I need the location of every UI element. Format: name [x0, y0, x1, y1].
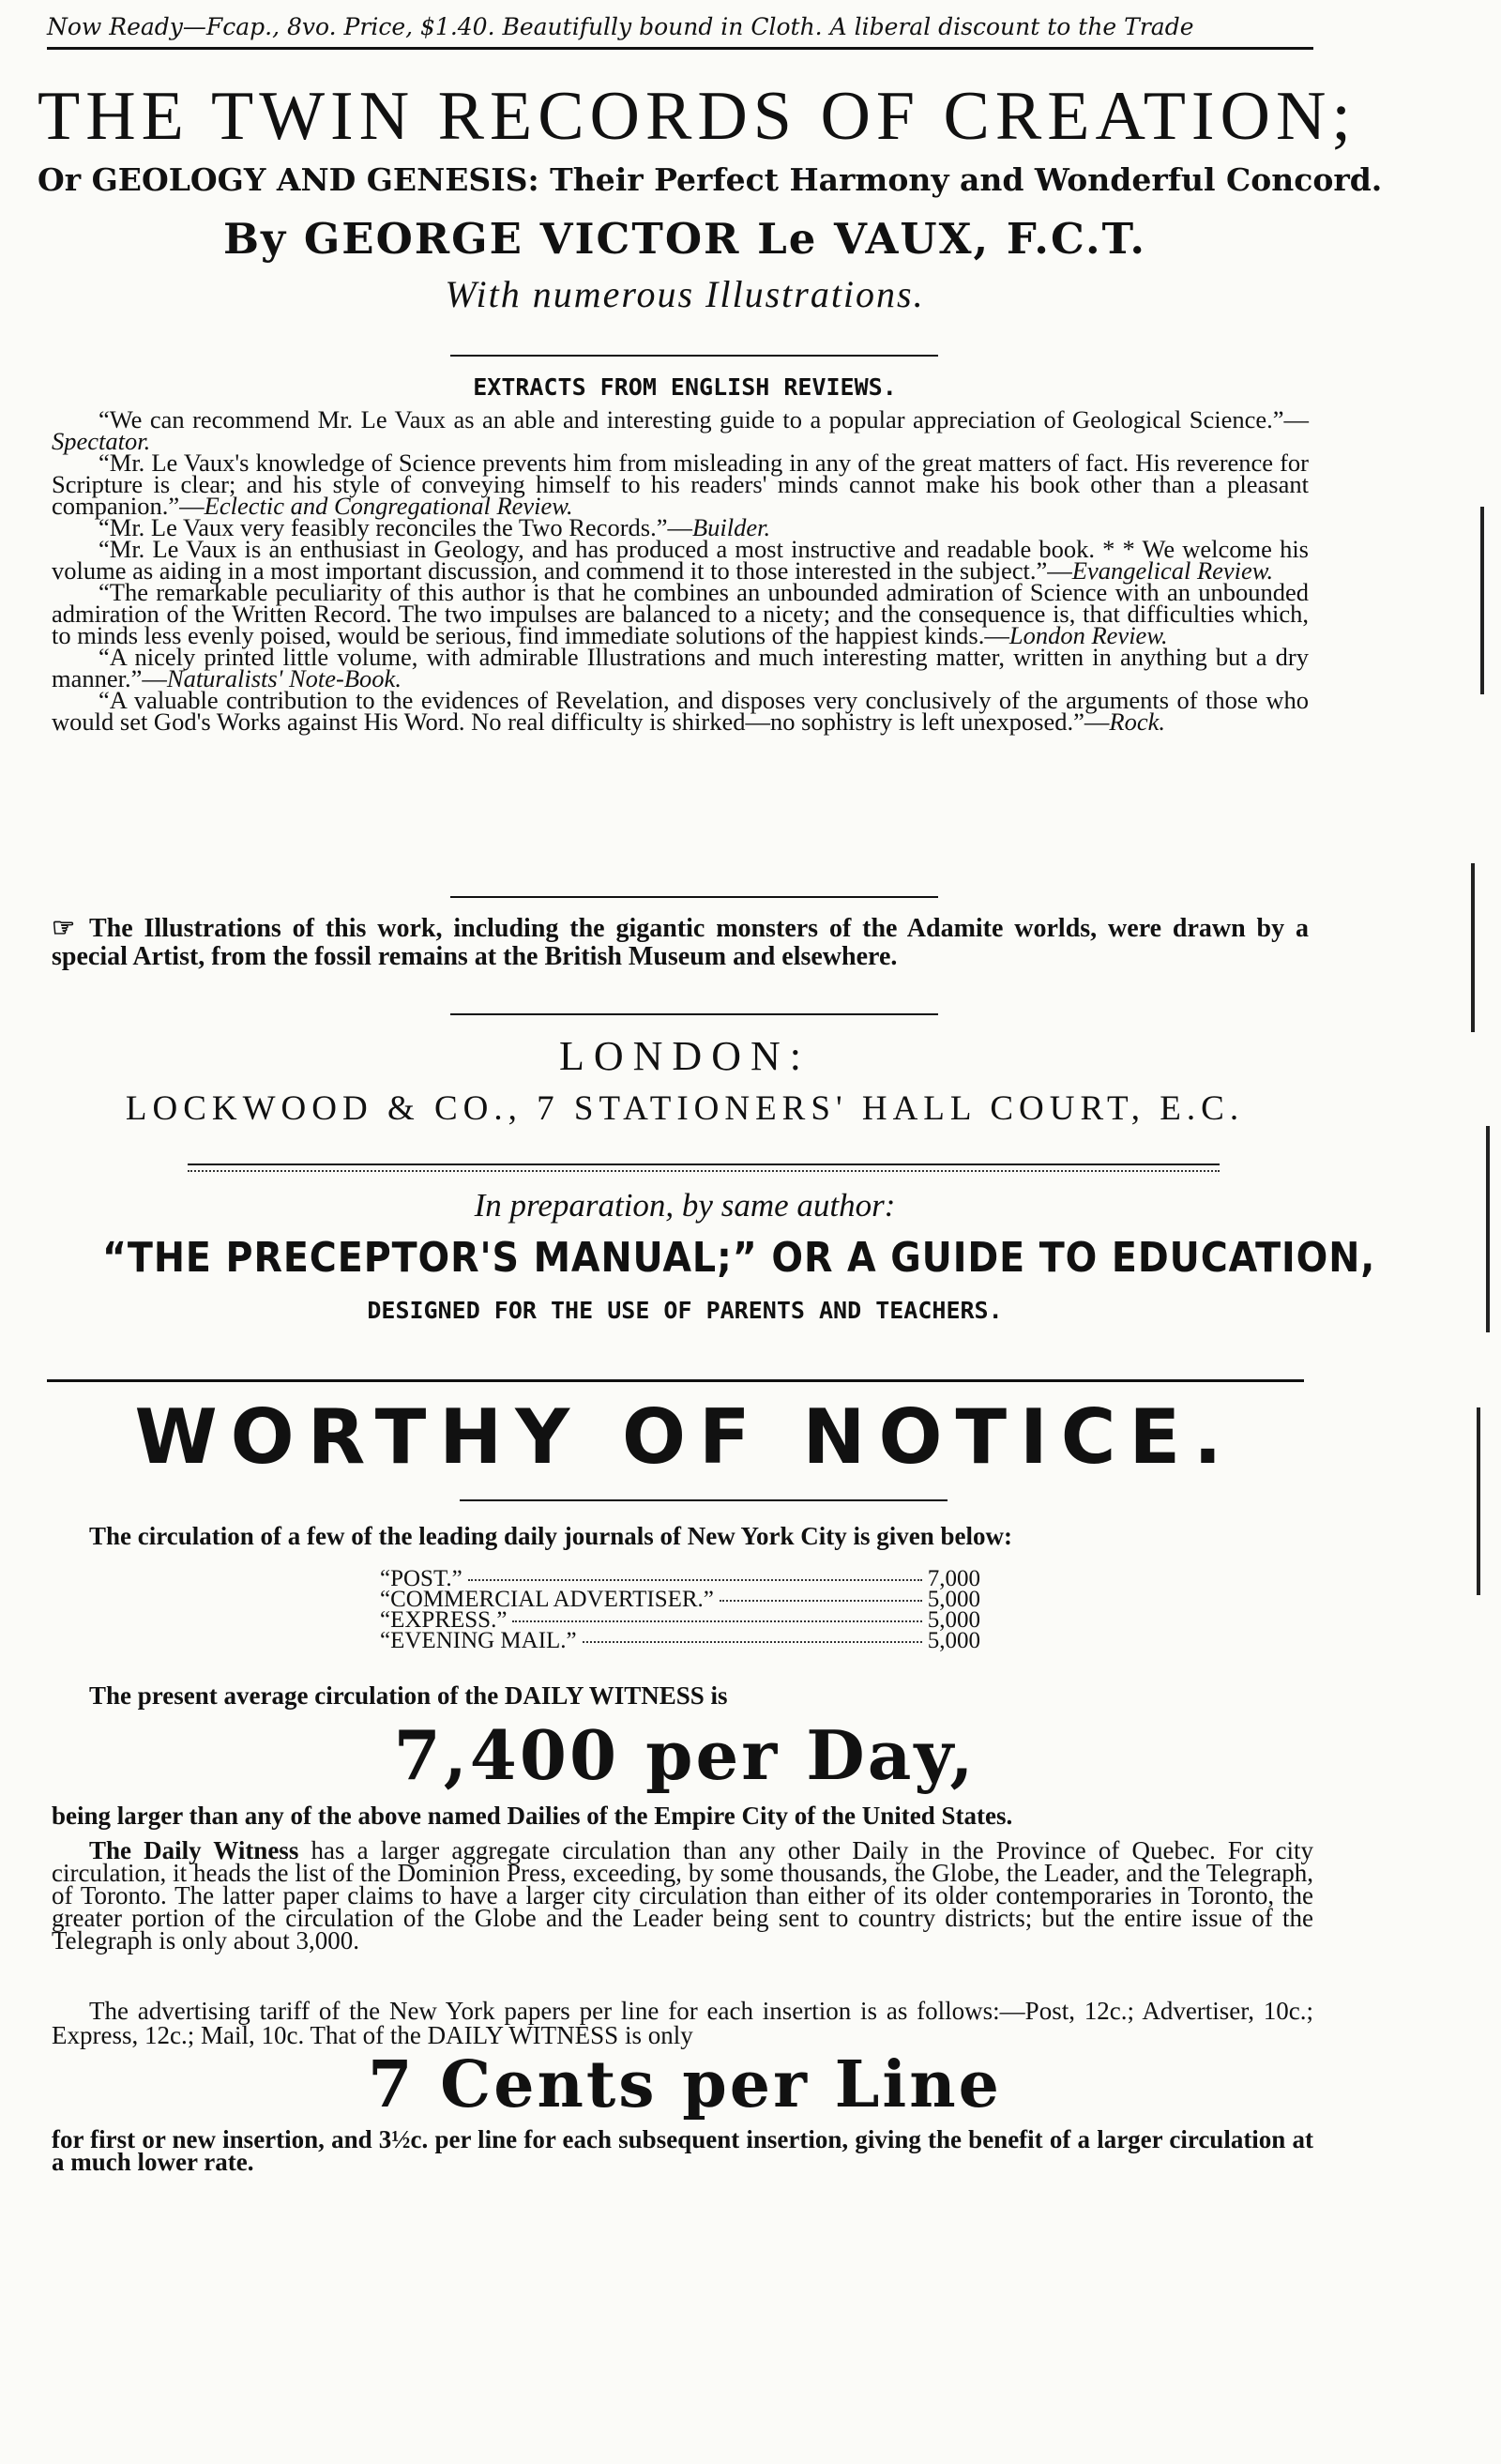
review-item: “A valuable contribution to the evidences of Revelation, and disposes very conclusively of the arguments of those who would set God's Works against His Word. No real difficulty is shirked—no sophistry is left unexposed.”—Rock. [52, 686, 1309, 736]
book-subtitle: Or GEOLOGY AND GENESIS: Their Perfect Harmony and Wonderful Concord. [38, 161, 1383, 198]
top-rule [47, 47, 1313, 50]
review-item: “The remarkable peculiarity of this author is that he combines an unbounded admiration of Science with an unbounded admiration of the Written Record. The two impulses are balanced to a nicety; and the consequence is, that difficulties which, to minds less evenly poised, would be serious, find immediate solutions of the happiest kinds.—London Review. [52, 578, 1309, 649]
circulation-table [380, 1566, 980, 1653]
review-source: Spectator. [52, 427, 151, 455]
review-source: Evangelical Review. [1071, 556, 1274, 585]
table-row: “COMMERCIAL ADVERTISER.” 5,000 [380, 1587, 980, 1612]
final-paragraph: for first or new insertion, and 3½c. per line for each subsequent insertion, giving the benefit of a larger circulation at a much lower rate. [52, 2125, 1313, 2176]
table-row: “EVENING MAIL.” 5,000 [380, 1628, 980, 1653]
pointing-hand-icon: ☞ [52, 914, 76, 943]
review-source: Naturalists' Note-Book. [166, 664, 402, 692]
review-source: Builder. [691, 513, 771, 541]
present-circulation: The present average circulation of the DAILY WITNESS is [89, 1681, 728, 1710]
illustrations-note: ☞ The Illustrations of this work, including the gigantic monsters of the Adamite worlds, were drawn by a special Artist, from the fossil remains at the British Museum and elsewhere. [52, 914, 1309, 971]
witness-lead: The Daily Witness [89, 1836, 299, 1864]
review-source: Rock. [1109, 707, 1165, 736]
section-rule [47, 1379, 1304, 1382]
tariff-paragraph: The advertising tariff of the New York papers per line for each insertion is as follows:—Post, 12c.; Advertiser, 10c.; Express, 12c.; Mail, 10c. That of the DAILY WITNESS is only [52, 1997, 1313, 2049]
divider-rule [450, 896, 938, 898]
divider-rule [460, 1499, 948, 1501]
divider-rule [188, 1164, 1220, 1165]
review-item: “Mr. Le Vaux is an enthusiast in Geology, and has produced a most instructive and readable book. * * We welcome his volume as aiding in a most important discussion, and commend it to those interested in the subject.”—Evangelical Review. [52, 535, 1309, 585]
table-row: “POST.” 7,000 [380, 1566, 980, 1591]
illustrations-line: With numerous Illustrations. [445, 273, 925, 315]
review-source: Eclectic and Congregational Review. [204, 492, 573, 520]
divider-rule [450, 1013, 938, 1015]
review-item: “We can recommend Mr. Le Vaux as an able and interesting guide to a popular appreciation of Geological Science.”—Spectator. [52, 405, 1309, 455]
witness-paragraph: The Daily Witness has a larger aggregate circulation than any other Daily in the Province of Quebec. For city circulation, it heads the list of the Dominion Press, exceeding, by some thousands, the Globe, the Leader, and the Telegraph, of Toronto. The latter paper claims to have a larger city circulation than either of its older contemporaries in Toronto, the greater portion of the circulation of the Globe and the Leader being sent to country districts; but the entire issue of the Telegraph is only about 3,000. [52, 1836, 1313, 1954]
review-item: “A nicely printed little volume, with admirable Illustrations and much interesting matter, written in anything but a dry manner.”—Naturalists' Note-Book. [52, 643, 1309, 692]
circulation-intro: The circulation of a few of the leading daily journals of New York City is given below: [89, 1522, 1012, 1550]
review-source: London Review. [1008, 621, 1168, 649]
dotted-divider [188, 1170, 1220, 1172]
publisher-city: LONDON: [559, 1033, 811, 1079]
reviews-heading: EXTRACTS FROM ENGLISH REVIEWS. [473, 373, 897, 401]
book-author: By GEORGE VICTOR Le VAUX, F.C.T. [223, 214, 1146, 264]
cents-per-line: 7 Cents per Line [368, 2047, 1002, 2122]
larger-line: being larger than any of the above named Dailies of the Empire City of the United States. [52, 1802, 1013, 1830]
margin-marks [1445, 469, 1501, 1783]
review-item: “Mr. Le Vaux's knowledge of Science prevents him from misleading in any of the great matters of fact. His reverence for Scripture is clear; and his style of conveying himself to his readers' minds cannot make his book other than a pleasant companion.”—Eclectic and Congregational Review. [52, 449, 1309, 520]
price-line: Now Ready—Fcap., 8vo. Price, $1.40. Beautifully bound in Cloth. A liberal discount to the Trade [47, 13, 1194, 40]
table-row: “EXPRESS.” 5,000 [380, 1607, 980, 1633]
designed-line: DESIGNED FOR THE USE OF PARENTS AND TEACHERS. [367, 1297, 1003, 1324]
worthy-heading: WORTHY OF NOTICE. [134, 1393, 1236, 1481]
review-item: “Mr. Le Vaux very feasibly reconciles the Two Records.”—Builder. [99, 513, 771, 541]
per-day-figure: 7,400 per Day, [393, 1715, 977, 1795]
reviews-list [52, 405, 1309, 736]
divider-rule [450, 355, 938, 357]
preparation-intro: In preparation, by same author: [474, 1187, 896, 1224]
preceptor-manual-title: “THE PRECEPTOR'S MANUAL;” OR A GUIDE TO EDUCATION, [102, 1234, 1376, 1282]
publisher-name: LOCKWOOD & CO., 7 STATIONERS' HALL COURT, E.C. [125, 1089, 1245, 1128]
book-title: THE TWIN RECORDS OF CREATION; [38, 78, 1357, 155]
